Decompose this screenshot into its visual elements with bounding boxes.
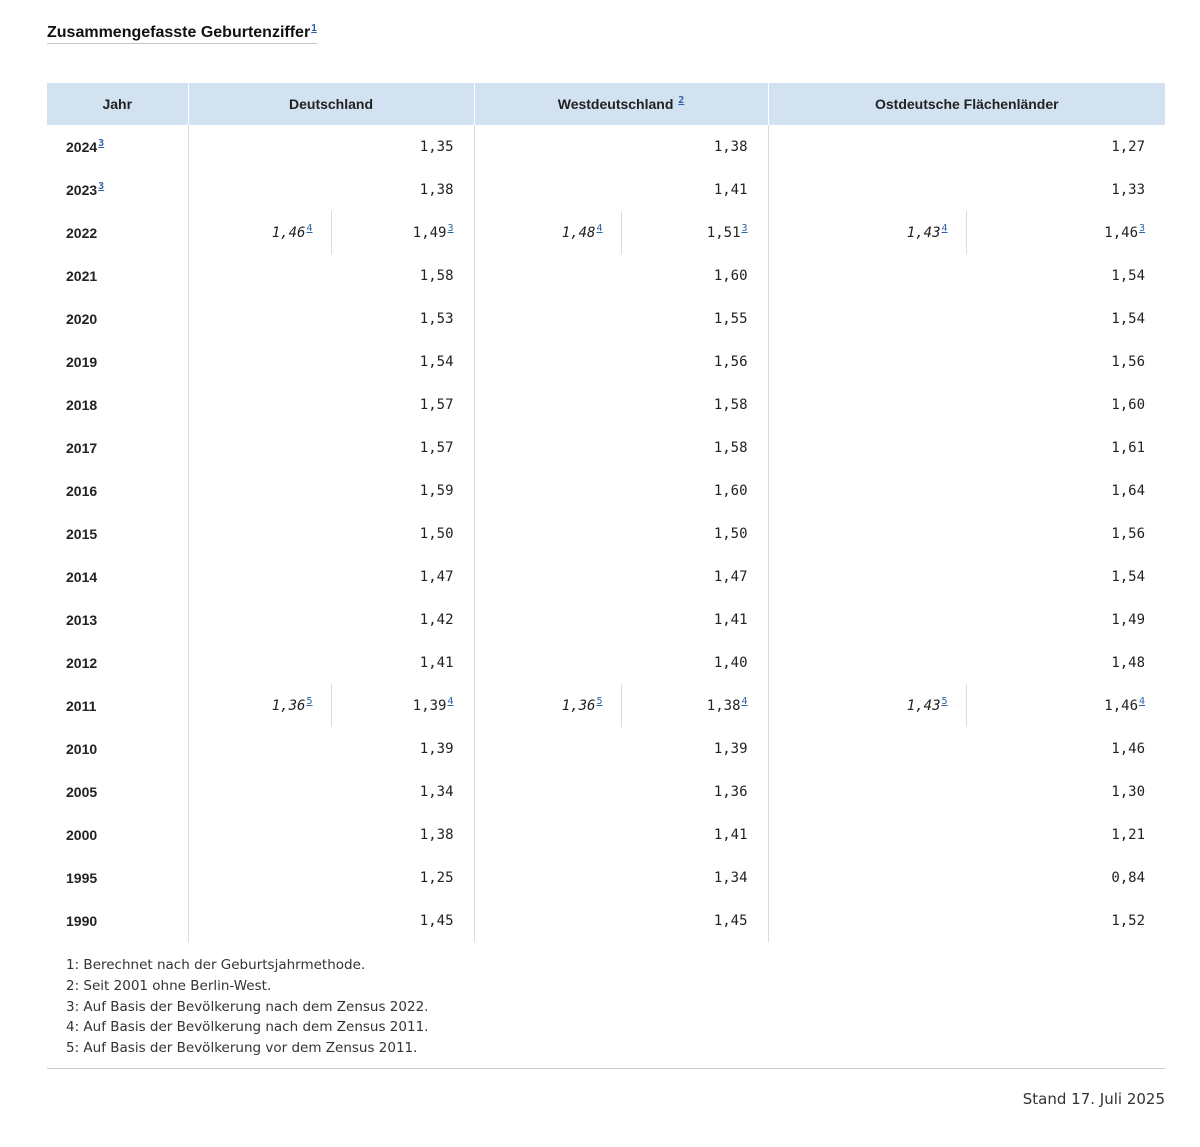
year-cell-value: 2018 bbox=[66, 396, 98, 413]
table-row bbox=[47, 125, 1165, 168]
ost-value-value: 1,61 bbox=[1111, 439, 1146, 456]
west-value-value: 1,47 bbox=[713, 568, 748, 585]
year-cell-value: 1995 bbox=[66, 869, 98, 886]
header-ostdeutsche-flaechenlaender: Ostdeutsche Flächenländer bbox=[768, 83, 1165, 125]
ost-value-value: 1,56 bbox=[1111, 525, 1146, 542]
table-row bbox=[47, 254, 1165, 297]
table-row bbox=[47, 856, 1165, 899]
west-value bbox=[474, 340, 768, 383]
table-row bbox=[47, 426, 1165, 469]
year-cell-value: 2005 bbox=[66, 783, 98, 800]
year-cell-value: 2023 bbox=[66, 181, 98, 198]
west-value-alt bbox=[474, 211, 621, 254]
table-body bbox=[47, 125, 1165, 942]
ost-value-footnote-link[interactable]: 3 bbox=[1139, 222, 1146, 234]
de-value-value: 1,45 bbox=[419, 912, 454, 929]
west-value bbox=[474, 125, 768, 168]
west-value bbox=[474, 426, 768, 469]
de-value bbox=[188, 469, 474, 512]
ost-value bbox=[768, 598, 1165, 641]
ost-value bbox=[768, 770, 1165, 813]
de-value bbox=[188, 641, 474, 684]
de-value bbox=[188, 297, 474, 340]
de-value-value: 1,25 bbox=[419, 869, 454, 886]
table-row bbox=[47, 340, 1165, 383]
year-cell-value: 2016 bbox=[66, 482, 98, 499]
west-value bbox=[474, 297, 768, 340]
ost-value-value: 1,46 bbox=[1104, 697, 1139, 714]
de-value-value: 1,42 bbox=[419, 611, 454, 628]
ost-value bbox=[768, 254, 1165, 297]
ost-value-value: 1,21 bbox=[1111, 826, 1146, 843]
header-west-footnote-link[interactable]: 2 bbox=[678, 95, 685, 107]
table-row bbox=[47, 555, 1165, 598]
table-title bbox=[47, 24, 317, 44]
ost-value-value: 1,33 bbox=[1111, 181, 1146, 198]
year-cell bbox=[47, 641, 188, 684]
de-value-value: 1,59 bbox=[419, 482, 454, 499]
year-cell-value: 2000 bbox=[66, 826, 98, 843]
west-value-value: 1,58 bbox=[713, 396, 748, 413]
ost-value bbox=[768, 125, 1165, 168]
table-row bbox=[47, 684, 1165, 727]
west-value-alt-value: 1,36 bbox=[561, 697, 596, 714]
year-cell-value: 2017 bbox=[66, 439, 98, 456]
ost-value bbox=[768, 426, 1165, 469]
year-cell-value: 2020 bbox=[66, 310, 98, 327]
west-value bbox=[621, 684, 768, 727]
de-value bbox=[188, 426, 474, 469]
west-value bbox=[474, 469, 768, 512]
west-value bbox=[474, 641, 768, 684]
year-cell-value: 2019 bbox=[66, 353, 98, 370]
ost-value bbox=[768, 512, 1165, 555]
west-value bbox=[474, 254, 768, 297]
year-cell bbox=[47, 168, 188, 211]
west-value-alt-value: 1,48 bbox=[561, 224, 596, 241]
year-cell-value: 2022 bbox=[66, 224, 98, 241]
ost-value bbox=[768, 856, 1165, 899]
footnote-4: 4: Auf Basis der Bevölkerung nach dem Zensus 2011. bbox=[66, 1019, 429, 1036]
west-value-alt bbox=[474, 684, 621, 727]
west-value bbox=[474, 168, 768, 211]
de-value-value: 1,58 bbox=[419, 267, 454, 284]
west-value-value: 1,38 bbox=[713, 138, 748, 155]
ost-value-value: 0,84 bbox=[1111, 869, 1146, 886]
ost-value-alt-value: 1,43 bbox=[906, 224, 941, 241]
de-value-value: 1,38 bbox=[419, 826, 454, 843]
west-value bbox=[474, 598, 768, 641]
ost-value bbox=[768, 555, 1165, 598]
year-cell bbox=[47, 383, 188, 426]
west-value-value: 1,50 bbox=[713, 525, 748, 542]
de-value bbox=[188, 340, 474, 383]
divider bbox=[47, 1068, 1165, 1069]
de-value bbox=[188, 383, 474, 426]
year-cell bbox=[47, 211, 188, 254]
de-value-value: 1,50 bbox=[419, 525, 454, 542]
year-cell-value: 2012 bbox=[66, 654, 98, 671]
west-value-value: 1,36 bbox=[713, 783, 748, 800]
west-value-value: 1,56 bbox=[713, 353, 748, 370]
de-value-value: 1,49 bbox=[412, 224, 447, 241]
table-header-row bbox=[47, 83, 1165, 125]
footnote-2: 2: Seit 2001 ohne Berlin-West. bbox=[66, 977, 272, 994]
west-value bbox=[474, 512, 768, 555]
west-value-value: 1,58 bbox=[713, 439, 748, 456]
de-value-alt bbox=[188, 684, 331, 727]
west-value-value: 1,34 bbox=[713, 869, 748, 886]
west-value-value: 1,60 bbox=[713, 267, 748, 284]
west-value bbox=[474, 555, 768, 598]
ost-value-alt bbox=[768, 211, 966, 254]
de-value-value: 1,35 bbox=[419, 138, 454, 155]
de-value bbox=[188, 813, 474, 856]
de-value bbox=[188, 770, 474, 813]
table-row bbox=[47, 641, 1165, 684]
de-value-value: 1,47 bbox=[419, 568, 454, 585]
ost-value-value: 1,30 bbox=[1111, 783, 1146, 800]
ost-value-value: 1,54 bbox=[1111, 267, 1146, 284]
header-deutschland: Deutschland bbox=[188, 83, 474, 125]
de-value-value: 1,57 bbox=[419, 396, 454, 413]
year-cell bbox=[47, 555, 188, 598]
west-value-alt-footnote-link[interactable]: 5 bbox=[596, 695, 603, 707]
ost-value bbox=[966, 684, 1165, 727]
ost-value bbox=[768, 297, 1165, 340]
stand-date: Stand 17. Juli 2025 bbox=[1022, 1090, 1165, 1108]
year-cell bbox=[47, 297, 188, 340]
footnote-5: 5: Auf Basis der Bevölkerung vor dem Zensus 2011. bbox=[66, 1040, 418, 1057]
de-value-footnote-link[interactable]: 3 bbox=[447, 222, 454, 234]
year-cell-footnote-link[interactable]: 3 bbox=[98, 180, 105, 192]
year-cell-value: 1990 bbox=[66, 912, 98, 929]
year-cell-value: 2024 bbox=[66, 138, 98, 155]
west-value-footnote-link[interactable]: 3 bbox=[741, 222, 748, 234]
footnotes bbox=[66, 955, 428, 1059]
ost-value-footnote-link[interactable]: 4 bbox=[1139, 695, 1146, 707]
ost-value-value: 1,54 bbox=[1111, 310, 1146, 327]
year-cell-footnote-link[interactable]: 3 bbox=[98, 137, 105, 149]
birth-rate-table bbox=[47, 83, 1165, 942]
ost-value-alt-footnote-link[interactable]: 5 bbox=[941, 695, 948, 707]
year-cell-value: 2011 bbox=[66, 697, 97, 714]
ost-value bbox=[768, 340, 1165, 383]
header-west-label: Westdeutschland bbox=[557, 96, 674, 112]
ost-value-alt-footnote-link[interactable]: 4 bbox=[941, 222, 948, 234]
de-value bbox=[188, 168, 474, 211]
ost-value bbox=[768, 469, 1165, 512]
year-cell-value: 2021 bbox=[66, 267, 98, 284]
ost-value-value: 1,56 bbox=[1111, 353, 1146, 370]
year-cell bbox=[47, 727, 188, 770]
table-row bbox=[47, 297, 1165, 340]
year-cell-value: 2014 bbox=[66, 568, 98, 585]
table-row bbox=[47, 598, 1165, 641]
ost-value-value: 1,64 bbox=[1111, 482, 1146, 499]
de-value-value: 1,38 bbox=[419, 181, 454, 198]
title-footnote-link[interactable]: 1 bbox=[311, 22, 317, 34]
year-cell bbox=[47, 426, 188, 469]
table-row bbox=[47, 770, 1165, 813]
year-cell bbox=[47, 254, 188, 297]
ost-value bbox=[768, 727, 1165, 770]
table-row bbox=[47, 168, 1165, 211]
footnote-1: 1: Berechnet nach der Geburtsjahrmethode. bbox=[66, 957, 366, 973]
de-value bbox=[188, 899, 474, 942]
ost-value bbox=[768, 899, 1165, 942]
header-jahr: Jahr bbox=[47, 83, 188, 125]
ost-value-value: 1,49 bbox=[1111, 611, 1146, 628]
table-title-text: Zusammengefasste Geburtenziffer bbox=[47, 24, 311, 41]
year-cell bbox=[47, 770, 188, 813]
west-value-value: 1,60 bbox=[713, 482, 748, 499]
de-value-value: 1,34 bbox=[419, 783, 454, 800]
west-value-value: 1,41 bbox=[713, 181, 748, 198]
ost-value-value: 1,46 bbox=[1111, 740, 1146, 757]
west-value-footnote-link[interactable]: 4 bbox=[741, 695, 748, 707]
ost-value-value: 1,54 bbox=[1111, 568, 1146, 585]
table-row bbox=[47, 383, 1165, 426]
west-value bbox=[621, 211, 768, 254]
de-value-alt-footnote-link[interactable]: 4 bbox=[306, 222, 313, 234]
de-value bbox=[188, 125, 474, 168]
de-value bbox=[188, 555, 474, 598]
table-row bbox=[47, 512, 1165, 555]
de-value bbox=[331, 684, 474, 727]
west-value bbox=[474, 899, 768, 942]
ost-value-value: 1,60 bbox=[1111, 396, 1146, 413]
west-value-value: 1,55 bbox=[713, 310, 748, 327]
west-value-alt-footnote-link[interactable]: 4 bbox=[596, 222, 603, 234]
ost-value bbox=[966, 211, 1165, 254]
de-value-value: 1,39 bbox=[419, 740, 454, 757]
ost-value-alt bbox=[768, 684, 966, 727]
ost-value bbox=[768, 168, 1165, 211]
table-row bbox=[47, 813, 1165, 856]
de-value bbox=[188, 512, 474, 555]
year-cell bbox=[47, 684, 188, 727]
ost-value-value: 1,52 bbox=[1111, 912, 1146, 929]
year-cell bbox=[47, 813, 188, 856]
year-cell bbox=[47, 598, 188, 641]
de-value-alt-value: 1,46 bbox=[271, 224, 306, 241]
ost-value-alt-value: 1,43 bbox=[906, 697, 941, 714]
de-value bbox=[188, 598, 474, 641]
west-value-value: 1,41 bbox=[713, 611, 748, 628]
ost-value-value: 1,46 bbox=[1104, 224, 1139, 241]
west-value bbox=[474, 770, 768, 813]
year-cell bbox=[47, 512, 188, 555]
de-value-alt-value: 1,36 bbox=[271, 697, 306, 714]
west-value-value: 1,41 bbox=[713, 826, 748, 843]
year-cell-value: 2015 bbox=[66, 525, 98, 542]
year-cell bbox=[47, 856, 188, 899]
de-value-value: 1,39 bbox=[412, 697, 447, 714]
table-row bbox=[47, 727, 1165, 770]
ost-value bbox=[768, 641, 1165, 684]
table-row bbox=[47, 211, 1165, 254]
year-cell-value: 2010 bbox=[66, 740, 98, 757]
ost-value-value: 1,48 bbox=[1111, 654, 1146, 671]
ost-value bbox=[768, 813, 1165, 856]
de-value-value: 1,57 bbox=[419, 439, 454, 456]
west-value bbox=[474, 383, 768, 426]
year-cell bbox=[47, 340, 188, 383]
year-cell bbox=[47, 469, 188, 512]
de-value bbox=[188, 856, 474, 899]
de-value-value: 1,53 bbox=[419, 310, 454, 327]
year-cell bbox=[47, 899, 188, 942]
table-row bbox=[47, 469, 1165, 512]
west-value bbox=[474, 813, 768, 856]
de-value-alt bbox=[188, 211, 331, 254]
west-value-value: 1,40 bbox=[713, 654, 748, 671]
west-value-value: 1,38 bbox=[706, 697, 741, 714]
header-westdeutschland bbox=[474, 83, 768, 125]
year-cell-value: 2013 bbox=[66, 611, 98, 628]
de-value-alt-footnote-link[interactable]: 5 bbox=[306, 695, 313, 707]
table-row bbox=[47, 899, 1165, 942]
footnote-3: 3: Auf Basis der Bevölkerung nach dem Zensus 2022. bbox=[66, 998, 429, 1015]
de-value-value: 1,54 bbox=[419, 353, 454, 370]
year-cell bbox=[47, 125, 188, 168]
west-value-value: 1,39 bbox=[713, 740, 748, 757]
west-value bbox=[474, 856, 768, 899]
de-value-footnote-link[interactable]: 4 bbox=[447, 695, 454, 707]
de-value-value: 1,41 bbox=[419, 654, 454, 671]
de-value bbox=[188, 254, 474, 297]
ost-value-value: 1,27 bbox=[1111, 138, 1146, 155]
ost-value bbox=[768, 383, 1165, 426]
west-value bbox=[474, 727, 768, 770]
de-value bbox=[188, 727, 474, 770]
west-value-value: 1,51 bbox=[706, 224, 741, 241]
west-value-value: 1,45 bbox=[713, 912, 748, 929]
de-value bbox=[331, 211, 474, 254]
